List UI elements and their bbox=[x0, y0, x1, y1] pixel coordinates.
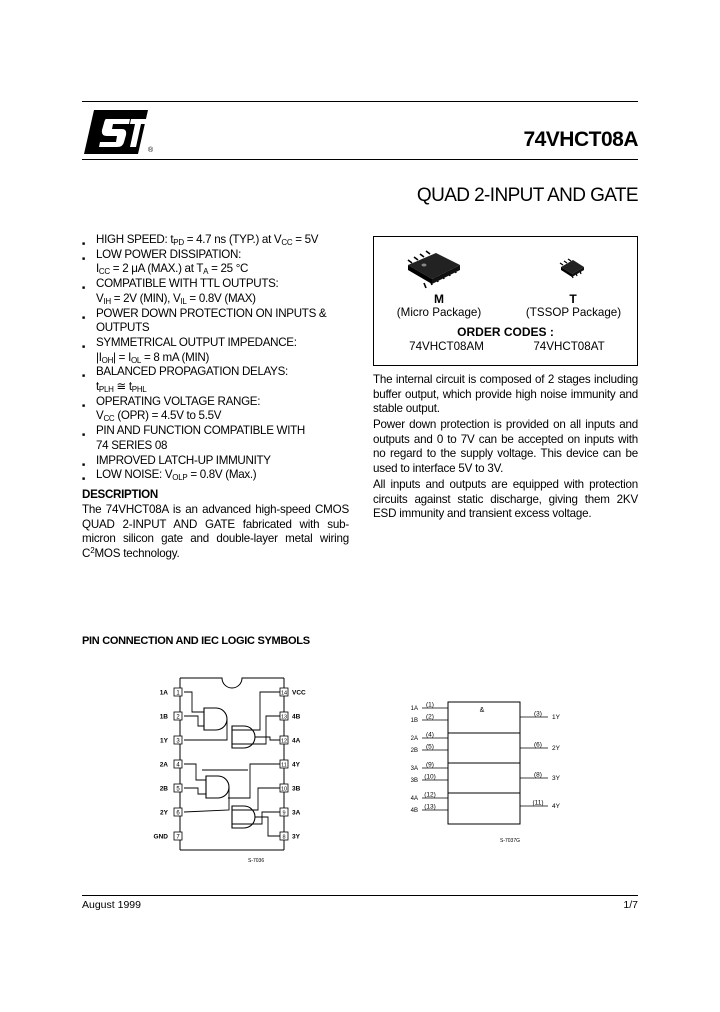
svg-text:3A: 3A bbox=[410, 766, 418, 772]
dip-pin-left bbox=[160, 688, 182, 697]
bullet-icon: ■ bbox=[82, 461, 85, 468]
bullet-icon: ■ bbox=[82, 255, 85, 262]
bullet-icon: ■ bbox=[82, 373, 85, 380]
t-package-letter: T bbox=[569, 292, 577, 306]
svg-text:9: 9 bbox=[282, 810, 286, 817]
bullet-icon: ■ bbox=[82, 402, 85, 409]
footer-rule bbox=[82, 895, 638, 896]
esd-protection-text: All inputs and outputs are equipped with protection circuits against static discharge, giving them 2KV ESD immunity and transient excess voltage. bbox=[373, 478, 638, 520]
svg-text:GND: GND bbox=[153, 833, 168, 841]
svg-text:1Y: 1Y bbox=[160, 737, 168, 745]
feature-item: ■ POWER DOWN PROTECTION ON INPUTS & bbox=[82, 307, 372, 322]
iec-input-pin bbox=[411, 732, 448, 743]
dip-pin-left bbox=[160, 784, 182, 793]
so-package-icon bbox=[404, 249, 464, 291]
iec-output-pin bbox=[520, 711, 561, 722]
tssop-package-icon bbox=[558, 257, 586, 279]
svg-text:1: 1 bbox=[176, 690, 180, 697]
svg-text:14: 14 bbox=[280, 690, 288, 697]
dip-left-pins bbox=[154, 688, 182, 841]
svg-text:2A: 2A bbox=[410, 736, 418, 742]
description-text: The 74VHCT08A is an advanced high-speed CMOS QUAD 2-INPUT AND GATE fabricated with sub-micron silicon gate and double-layer metal wiring $C^2MOS$ technology. bbox=[82, 503, 349, 560]
svg-text:1A: 1A bbox=[410, 706, 418, 712]
svg-text:6: 6 bbox=[176, 810, 180, 817]
m-package-name: (Micro Package) bbox=[396, 306, 482, 319]
svg-text:(10): (10) bbox=[424, 773, 436, 781]
iec-logic-symbol bbox=[400, 692, 580, 852]
svg-text:2B: 2B bbox=[410, 748, 418, 754]
svg-text:1A: 1A bbox=[159, 689, 168, 697]
feature-item: ■ LOW POWER DISSIPATION: bbox=[82, 248, 372, 263]
iec-inputs bbox=[411, 702, 448, 815]
order-code-m: 74VHCT08AM bbox=[409, 340, 484, 353]
bullet-icon: ■ bbox=[82, 241, 85, 247]
document-title: QUAD 2-INPUT AND GATE bbox=[416, 185, 638, 206]
svg-text:2B: 2B bbox=[159, 785, 168, 793]
feature-item: ■ LOW NOISE: $V_{OLP} = 0.8V$ (Max.) bbox=[82, 468, 372, 483]
svg-text:2: 2 bbox=[176, 714, 180, 721]
iec-input-pin bbox=[411, 774, 448, 785]
dip-pin-right bbox=[280, 736, 301, 745]
bullet-icon: ■ bbox=[82, 285, 85, 292]
svg-text:(1): (1) bbox=[426, 701, 434, 709]
svg-text:(3): (3) bbox=[534, 710, 542, 718]
t-package-name: (TSSOP Package) bbox=[525, 306, 622, 319]
dip-pin-left bbox=[160, 712, 182, 721]
feature-continuation: 74 SERIES 08 bbox=[96, 438, 168, 452]
svg-text:3A: 3A bbox=[292, 809, 301, 817]
st-logo-icon bbox=[84, 110, 158, 156]
svg-text:4A: 4A bbox=[292, 737, 301, 745]
dip-pin-left bbox=[160, 760, 182, 769]
feature-item: ■ OPERATING VOLTAGE RANGE: bbox=[82, 395, 372, 410]
svg-text:12: 12 bbox=[280, 738, 288, 745]
feature-item: ■ HIGH SPEED: $t_{PD} = 4.7$ ns (TYP.) at $V_{CC} = 5V$ bbox=[82, 233, 372, 248]
feature-item: ■ IMPROVED LATCH-UP IMMUNITY bbox=[82, 454, 372, 469]
power-down-text: Power down protection is provided on all inputs and outputs and 0 to 7V can be accepted on inputs with no regard to the supply voltage. This device can be used to interface 5V to 3V. bbox=[373, 418, 638, 475]
feature-continuation: $I_{CC} = 2$ μA (MAX.) at $T_A = 25$ °C bbox=[96, 262, 249, 277]
dip-pin-left bbox=[160, 808, 182, 817]
svg-text:10: 10 bbox=[280, 786, 288, 793]
svg-text:4Y: 4Y bbox=[552, 803, 560, 810]
feature-continuation: $t_{PLH}$ ≅ $t_{PHL}$ bbox=[96, 380, 147, 395]
svg-text:3: 3 bbox=[176, 738, 180, 745]
bullet-icon: ■ bbox=[82, 343, 85, 350]
svg-text:(13): (13) bbox=[424, 803, 436, 811]
iec-outputs bbox=[520, 711, 561, 811]
svg-text:2Y: 2Y bbox=[552, 745, 560, 752]
dip-pin-right bbox=[280, 784, 301, 793]
svg-text:11: 11 bbox=[281, 762, 287, 769]
pin-figure-code: S-7036 bbox=[248, 858, 265, 864]
feature-continuation: $V_{IH} = 2V$ (MIN), $V_{IL} = 0.8V$ (MAX) bbox=[96, 291, 256, 306]
feature-continuation: $|I_{OH}| = I_{OL} = 8$ mA (MIN) bbox=[96, 350, 210, 365]
iec-input-pin bbox=[411, 762, 448, 773]
top-rule bbox=[82, 101, 638, 102]
iec-input-pin bbox=[411, 792, 448, 803]
svg-text:4: 4 bbox=[176, 762, 180, 769]
bullet-icon: ■ bbox=[82, 314, 85, 321]
svg-text:7: 7 bbox=[176, 834, 180, 841]
svg-text:3Y: 3Y bbox=[552, 775, 560, 782]
m-package-letter: M bbox=[434, 292, 444, 306]
iec-and-symbol: & bbox=[479, 707, 485, 714]
description-heading: DESCRIPTION bbox=[82, 488, 158, 501]
svg-text:3B: 3B bbox=[292, 785, 301, 793]
svg-text:8: 8 bbox=[282, 834, 286, 841]
dip-pin-left bbox=[160, 736, 182, 745]
iec-output-pin bbox=[520, 800, 561, 811]
svg-text:®: ® bbox=[148, 147, 154, 154]
svg-text:13: 13 bbox=[280, 714, 288, 721]
feature-item: ■ BALANCED PROPAGATION DELAYS: bbox=[82, 365, 372, 380]
svg-text:5: 5 bbox=[176, 786, 180, 793]
svg-text:(12): (12) bbox=[424, 791, 436, 799]
feature-item: ■ PIN AND FUNCTION COMPATIBLE WITH bbox=[82, 424, 372, 439]
iec-output-pin bbox=[520, 742, 561, 753]
svg-text:(4): (4) bbox=[426, 731, 434, 739]
svg-text:(2): (2) bbox=[426, 713, 434, 721]
svg-text:2A: 2A bbox=[159, 761, 168, 769]
iec-input-pin bbox=[411, 804, 448, 815]
dip-pin-right bbox=[280, 688, 306, 697]
svg-text:4Y: 4Y bbox=[292, 761, 300, 769]
svg-text:4B: 4B bbox=[410, 808, 418, 814]
svg-text:(6): (6) bbox=[534, 741, 542, 749]
dip-pin-right bbox=[280, 808, 301, 817]
svg-text:1B: 1B bbox=[410, 718, 418, 724]
feature-item: ■ SYMMETRICAL OUTPUT IMPEDANCE: bbox=[82, 336, 372, 351]
svg-text:4A: 4A bbox=[410, 796, 418, 802]
package-box bbox=[373, 236, 638, 366]
feature-item: ■ COMPATIBLE WITH TTL OUTPUTS: bbox=[82, 277, 372, 292]
pin-connection-heading: PIN CONNECTION AND IEC LOGIC SYMBOLS bbox=[82, 635, 310, 647]
iec-input-pin bbox=[411, 714, 448, 725]
dip-pin-right bbox=[280, 712, 301, 721]
order-codes-title: ORDER CODES : bbox=[457, 325, 554, 339]
svg-text:4B: 4B bbox=[292, 713, 301, 721]
svg-text:3B: 3B bbox=[410, 778, 418, 784]
footer-page-number: 1/7 bbox=[623, 899, 638, 911]
svg-text:(11): (11) bbox=[532, 799, 544, 807]
svg-text:3Y: 3Y bbox=[292, 833, 300, 841]
iec-input-pin bbox=[411, 744, 448, 755]
bullet-icon: ■ bbox=[82, 432, 85, 439]
svg-text:(5): (5) bbox=[426, 743, 434, 751]
iec-input-pin bbox=[411, 702, 448, 713]
dip-pin-right bbox=[280, 760, 301, 769]
svg-text:(9): (9) bbox=[426, 761, 434, 769]
svg-text:(8): (8) bbox=[534, 771, 542, 779]
pin-connection-diagram bbox=[140, 670, 320, 870]
footer-date: August 1999 bbox=[82, 899, 141, 911]
feature-continuation: $V_{CC}$ (OPR) = 4.5V to 5.5V bbox=[96, 409, 222, 424]
iec-figure-code: S-7037G bbox=[500, 838, 521, 844]
title-rule bbox=[82, 159, 638, 160]
svg-text:1Y: 1Y bbox=[552, 714, 560, 721]
order-code-t: 74VHCT08AT bbox=[533, 340, 605, 353]
internal-circuit-text: The internal circuit is composed of 2 stages including buffer output, which provide high noise immunity and stable output. bbox=[373, 373, 638, 415]
svg-text:2Y: 2Y bbox=[160, 809, 168, 817]
dip-pin-left bbox=[154, 832, 182, 841]
svg-text:VCC: VCC bbox=[292, 689, 306, 697]
svg-text:1B: 1B bbox=[159, 713, 168, 721]
dip-pin-right bbox=[280, 832, 301, 841]
iec-output-pin bbox=[520, 772, 561, 783]
bullet-icon: ■ bbox=[82, 476, 85, 483]
feature-list bbox=[82, 233, 372, 483]
part-number: 74VHCT08A bbox=[523, 128, 638, 151]
feature-continuation: OUTPUTS bbox=[96, 321, 150, 335]
